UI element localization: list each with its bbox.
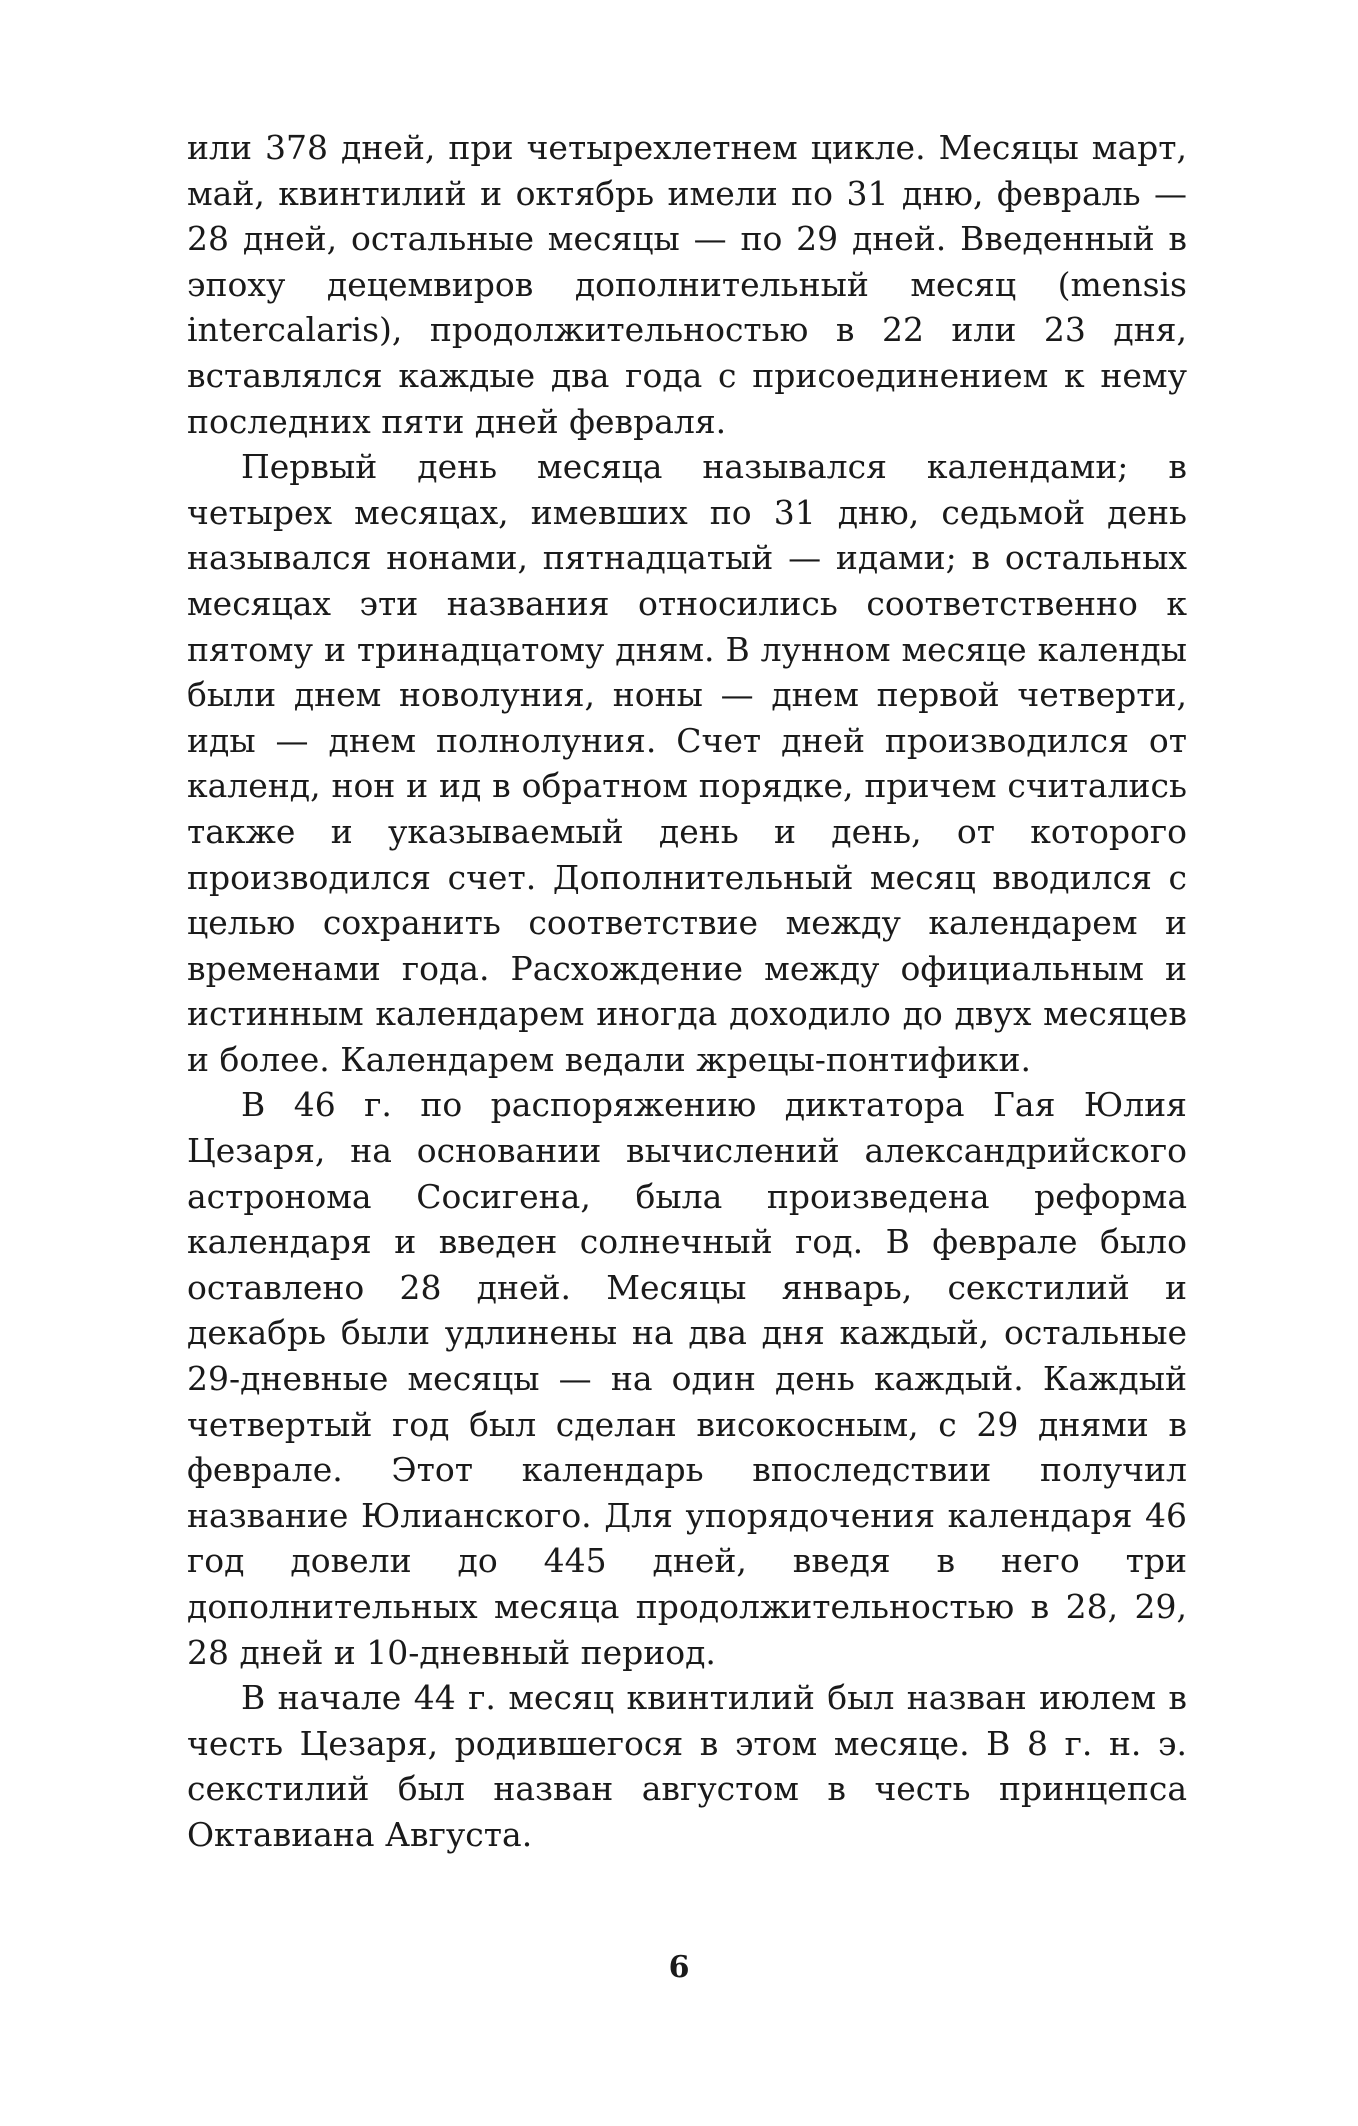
page-number: 6	[668, 1950, 690, 1985]
paragraph-3: В 46 г. по распоряжению диктатора Гая Юлия Цезаря, на основании вычислений александрийского астронома Сосигена, была произведена реформа календаря и введен солнечный год. В феврале было оставлено 28 дней. Месяцы январь, секстилий и декабрь были удлинены на два дня каждый, остальные 29-дневные месяцы — на один день каждый. Каждый четвертый год был сделан високосным, с 29 днями в феврале. Этот календарь впоследствии получил название Юлианского. Для упорядочения календаря 46 год довели до 445 дней, введя в него три дополнительных месяца продолжительностью в 28, 29, 28 дней и 10-дневный период.	[187, 1085, 1187, 1672]
paragraph-2: Первый день месяца назывался календами; в четырех месяцах, имевших по 31 дню, седьмой день назывался нонами, пятнадцатый — идами; в остальных месяцах эти названия относились соответственно к пятому и тринадцатому дням. В лунном месяце календы были днем новолуния, ноны — днем первой четверти, иды — днем полнолуния. Счет дней производился от календ, нон и ид в обратном порядке, причем считались также и указываемый день и день, от которого производился счет. Дополнительный месяц вводился с целью сохранить соответствие между календарем и временами года. Расхождение между официальным и истинным календарем иногда доходило до двух месяцев и более. Календарем ведали жрецы-понтифики.	[187, 447, 1187, 1079]
paragraph-4: В начале 44 г. месяц квинтилий был назван июлем в честь Цезаря, родившегося в этом месяце. В 8 г. н. э. секстилий был назван августом в честь принцепса Октавиана Августа.	[187, 1678, 1187, 1854]
body-text	[187, 125, 1187, 1858]
paragraph-1: или 378 дней, при четырехлетнем цикле. Месяцы март, май, квинтилий и октябрь имели по 31 дню, февраль — 28 дней, остальные месяцы — по 29 дней. Введенный в эпоху децемвиров дополнительный месяц (mensis intercalaris), продолжительностью в 22 или 23 дня, вставлялся каждые два года с присоединением к нему последних пяти дней февраля.	[187, 128, 1187, 441]
